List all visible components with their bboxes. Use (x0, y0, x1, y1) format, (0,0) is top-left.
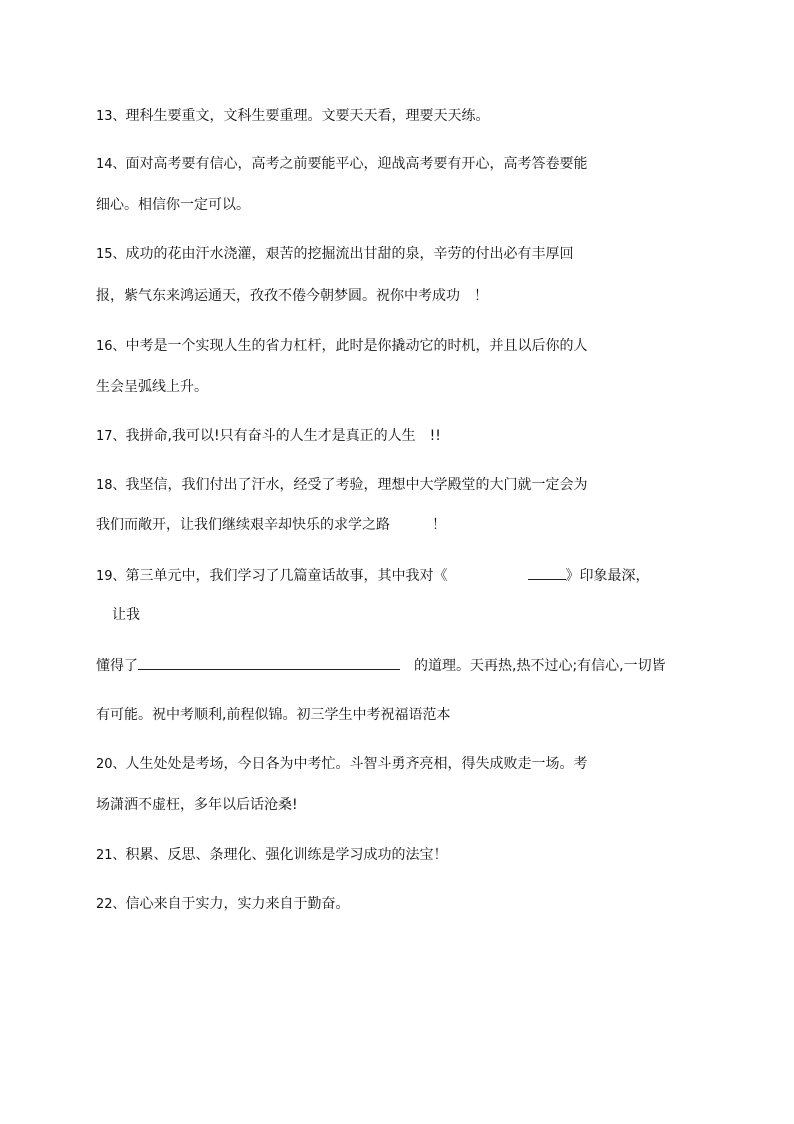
item-text-after: 》印象最深， (565, 568, 650, 584)
item-text: 有可能。祝中考顺利,前程似锦。初三学生中考祝福语范本 (96, 707, 451, 723)
item-19-line-4 (96, 705, 450, 725)
item-19-line-3 (96, 655, 666, 676)
item-15-line-2 (96, 286, 488, 306)
item-text: 我拼命,我可以!只有奋斗的人生才是真正的人生 !! (125, 428, 441, 444)
item-number: 21、 (96, 848, 126, 863)
item-text: 让我 (112, 607, 140, 623)
item-text: 面对高考要有信心，高考之前要能平心，迎战高考要有开心，高考答卷要能 (125, 156, 588, 172)
item-text-before: 懂得了 (96, 658, 138, 674)
item-number: 17、 (96, 429, 126, 444)
item-text: 成功的花由汗水浇灌，艰苦的挖掘流出甘甜的泉，辛劳的付出必有丰厚回 (125, 246, 574, 262)
answer-blank (138, 655, 400, 670)
item-text: 我坚信，我们付出了汗水，经受了考验，理想中大学殿堂的大门就一定会为 (125, 477, 588, 493)
item-text: 中考是一个实现人生的省力杠杆，此时是你撬动它的时机，并且以后你的人 (125, 338, 588, 354)
item-13-line-1 (96, 106, 490, 127)
item-14-line-1 (96, 154, 588, 175)
item-text: 报，紫气东来鸿运通天，孜孜不倦今朝梦圆。祝你中考成功 ！ (96, 288, 488, 304)
item-number: 22、 (96, 897, 126, 912)
item-14-line-2 (96, 195, 250, 215)
item-text: 场潇洒不虚枉，多年以后话沧桑! (96, 797, 298, 813)
item-20-line-2 (96, 795, 298, 815)
item-number: 13、 (96, 109, 126, 124)
item-number: 14、 (96, 157, 126, 172)
item-17-line-1 (96, 426, 441, 447)
item-text: 我们而敞开，让我们继续艰辛却快乐的求学之路 ！ (96, 517, 446, 533)
item-16-line-2 (96, 377, 208, 397)
item-19-line-2 (112, 605, 140, 625)
item-number: 18、 (96, 478, 126, 493)
item-text: 理科生要重文，文科生要重理。文要天天看，理要天天练。 (125, 108, 490, 124)
item-19-line-1 (96, 565, 650, 587)
item-18-line-1 (96, 475, 588, 496)
item-text-before: 第三单元中，我们学习了几篇童话故事，其中我对《 (125, 568, 448, 584)
item-22-line-1 (96, 894, 350, 915)
item-number: 15、 (96, 247, 126, 262)
title-blank (528, 565, 566, 580)
item-number: 20、 (96, 757, 126, 772)
item-text: 生会呈弧线上升。 (96, 379, 208, 395)
item-16-line-1 (96, 336, 588, 357)
item-text: 细心。相信你一定可以。 (96, 197, 250, 213)
item-text: 积累、反思、条理化、强化训练是学习成功的法宝！ (125, 847, 448, 863)
item-number: 16、 (96, 339, 126, 354)
item-number: 19、 (96, 569, 126, 584)
item-text-after: 的道理。天再热,热不过心;有信心,一切皆 (414, 658, 666, 674)
item-18-line-2 (96, 515, 446, 535)
item-15-line-1 (96, 244, 574, 265)
item-21-line-1 (96, 845, 448, 866)
item-20-line-1 (96, 754, 588, 775)
item-text: 信心来自于实力，实力来自于勤奋。 (125, 896, 350, 912)
item-text: 人生处处是考场，今日各为中考忙。斗智斗勇齐亮相，得失成败走一场。考 (125, 756, 588, 772)
